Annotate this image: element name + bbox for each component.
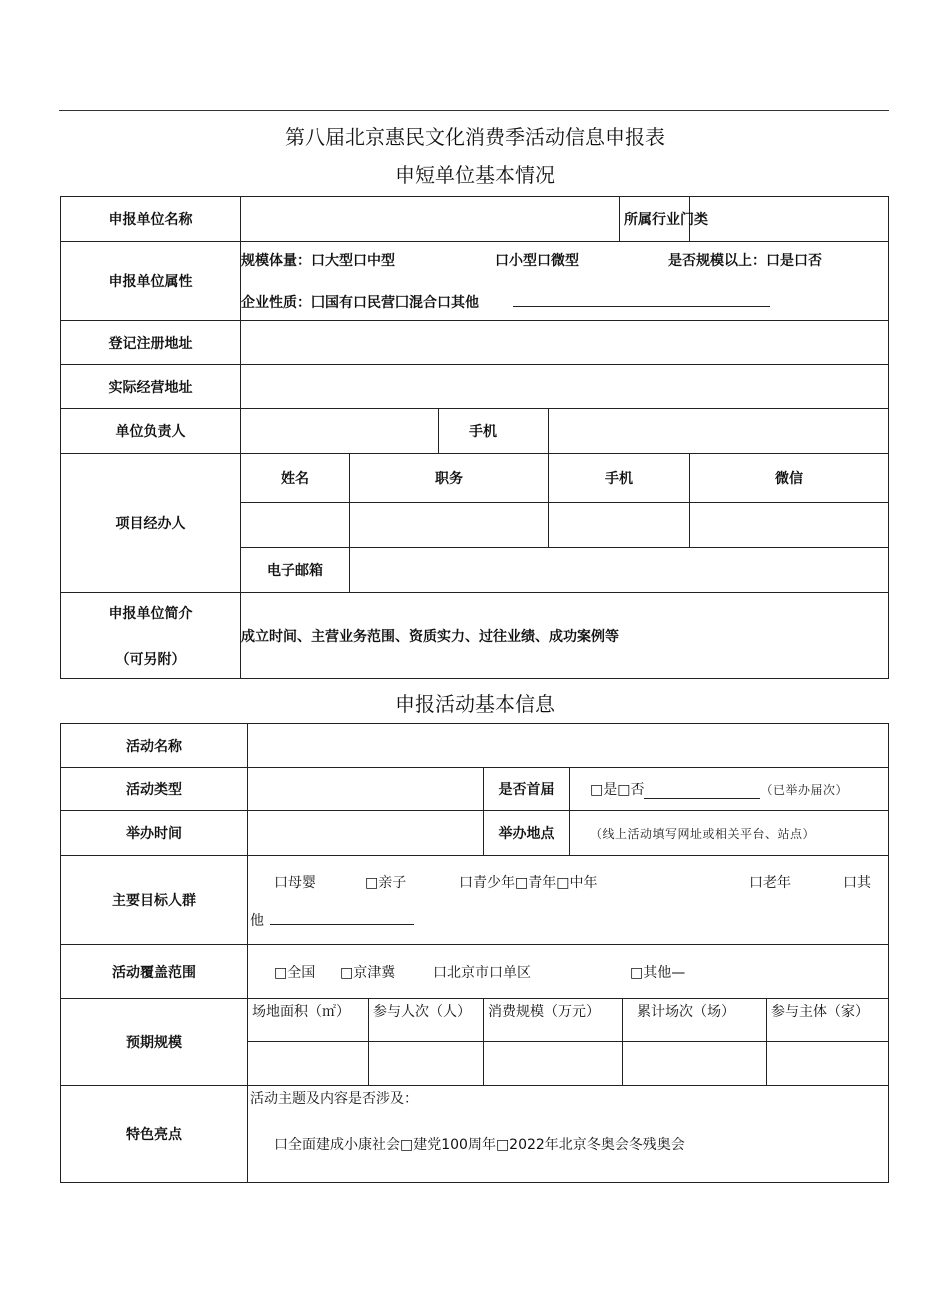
scale-area-field[interactable] bbox=[248, 1042, 369, 1086]
handler-col-position: 职务 bbox=[350, 454, 549, 503]
first-edition-blank[interactable] bbox=[644, 784, 760, 799]
coverage-opt-jjj[interactable]: □京津冀 bbox=[340, 964, 396, 981]
activity-type-field[interactable] bbox=[248, 768, 484, 811]
target-opt-elderly[interactable]: 口老年 bbox=[749, 875, 791, 891]
feature-cell bbox=[248, 1086, 889, 1183]
target-group-cell bbox=[248, 856, 889, 945]
activity-place-label: 举办地点 bbox=[484, 811, 570, 856]
scale-col-visitors: 参与人次（人） bbox=[369, 999, 484, 1042]
activity-time-label: 举办时间 bbox=[61, 811, 248, 856]
intro-field[interactable] bbox=[241, 593, 889, 679]
feature-options[interactable]: 口全面建成小康社会□建党100周年□2022年北京冬奥会冬残奥会 bbox=[274, 1137, 685, 1153]
first-edition-options[interactable]: □是□否 bbox=[590, 782, 645, 798]
section-title-unit: 申短单位基本情况 bbox=[395, 163, 555, 187]
first-edition-label: 是否首届 bbox=[484, 768, 570, 811]
activity-name-field[interactable] bbox=[248, 724, 889, 768]
section-title-activity: 申报活动基本信息 bbox=[395, 692, 555, 716]
handler-label: 项目经办人 bbox=[61, 454, 241, 593]
handler-mobile-field[interactable] bbox=[549, 503, 690, 548]
scale-col-sessions: 累计场次（场） bbox=[623, 999, 767, 1042]
scale-participants-field[interactable] bbox=[767, 1042, 889, 1086]
target-opt-other[interactable]: 口其 bbox=[843, 875, 871, 891]
intro-label: 申报单位简介 bbox=[108, 605, 193, 622]
above-scale-options[interactable]: 是否规模以上：口是口否 bbox=[668, 253, 822, 269]
scale-sessions-field[interactable] bbox=[623, 1042, 767, 1086]
unit-attr-cell bbox=[241, 242, 889, 321]
target-opt-infant[interactable]: 口母婴 bbox=[274, 875, 316, 891]
handler-wechat-field[interactable] bbox=[690, 503, 889, 548]
scale-options[interactable]: 规模体量：口大型口中型 bbox=[241, 253, 395, 269]
target-opt-parent[interactable]: □亲子 bbox=[365, 875, 407, 891]
activity-time-field[interactable] bbox=[248, 811, 484, 856]
nature-other-blank[interactable] bbox=[513, 292, 770, 307]
industry-label: 所属行业门类 bbox=[620, 197, 690, 242]
leader-mobile-field[interactable] bbox=[549, 409, 889, 454]
activity-type-label: 活动类型 bbox=[61, 768, 248, 811]
target-other-blank[interactable] bbox=[270, 910, 414, 925]
email-label: 电子邮箱 bbox=[241, 548, 350, 593]
handler-name-field[interactable] bbox=[241, 503, 350, 548]
activity-info-table bbox=[60, 723, 889, 1183]
biz-address-label: 实际经营地址 bbox=[61, 365, 241, 409]
document-title: 第八届北京惠民文化消费季活动信息申报表 bbox=[285, 125, 665, 149]
intro-sub-label: （可另附） bbox=[115, 651, 186, 668]
intro-label-cell bbox=[61, 593, 241, 679]
leader-label: 单位负责人 bbox=[61, 409, 241, 454]
coverage-label: 活动覆盖范围 bbox=[61, 945, 248, 999]
industry-field[interactable] bbox=[690, 197, 889, 242]
reg-address-label: 登记注册地址 bbox=[61, 321, 241, 365]
first-edition-field[interactable] bbox=[570, 768, 889, 811]
feature-question: 活动主题及内容是否涉及： bbox=[250, 1091, 418, 1107]
intro-hint: 成立时间、主营业务范围、资质实力、过往业绩、成功案例等 bbox=[241, 628, 619, 645]
feature-label: 特色亮点 bbox=[61, 1086, 248, 1183]
target-other-tail: 他 bbox=[250, 913, 264, 929]
leader-mobile-label: 手机 bbox=[439, 409, 549, 454]
activity-name-label: 活动名称 bbox=[61, 724, 248, 768]
scale-visitors-field[interactable] bbox=[369, 1042, 484, 1086]
activity-place-note: （线上活动填写网址或相关平台、站点） bbox=[590, 826, 816, 841]
coverage-opt-other[interactable]: □其他— bbox=[630, 964, 686, 981]
handler-col-mobile: 手机 bbox=[549, 454, 690, 503]
leader-field[interactable] bbox=[241, 409, 439, 454]
handler-col-name: 姓名 bbox=[241, 454, 350, 503]
coverage-opt-national[interactable]: □全国 bbox=[274, 964, 316, 981]
biz-address-field[interactable] bbox=[241, 365, 889, 409]
target-group-label: 主要目标人群 bbox=[61, 856, 248, 945]
unit-name-field[interactable] bbox=[241, 197, 620, 242]
expected-scale-label: 预期规模 bbox=[61, 999, 248, 1086]
handler-col-wechat: 微信 bbox=[690, 454, 889, 503]
reg-address-field[interactable] bbox=[241, 321, 889, 365]
scale-options-small[interactable]: 口小型口微型 bbox=[495, 253, 579, 269]
coverage-opt-beijing[interactable]: 口北京市口单区 bbox=[433, 964, 531, 981]
header-rule bbox=[59, 110, 889, 111]
scale-col-participants: 参与主体（家） bbox=[767, 999, 889, 1042]
scale-consumption-field[interactable] bbox=[484, 1042, 623, 1086]
email-field[interactable] bbox=[350, 548, 889, 593]
activity-place-field[interactable] bbox=[570, 811, 889, 856]
unit-name-label: 申报单位名称 bbox=[61, 197, 241, 242]
enterprise-nature-options[interactable]: 企业性质：囗国有口民营囗混合口其他 bbox=[241, 295, 479, 311]
first-edition-note: （已举办届次） bbox=[760, 783, 848, 797]
handler-position-field[interactable] bbox=[350, 503, 549, 548]
target-opt-youth[interactable]: 口青少年□青年□中年 bbox=[459, 875, 598, 891]
scale-col-area: 场地面积（㎡） bbox=[248, 999, 369, 1042]
unit-attr-label: 申报单位属性 bbox=[61, 242, 241, 321]
scale-col-consumption: 消费规模（万元） bbox=[484, 999, 623, 1042]
unit-info-table bbox=[60, 196, 889, 679]
coverage-cell bbox=[248, 945, 889, 999]
